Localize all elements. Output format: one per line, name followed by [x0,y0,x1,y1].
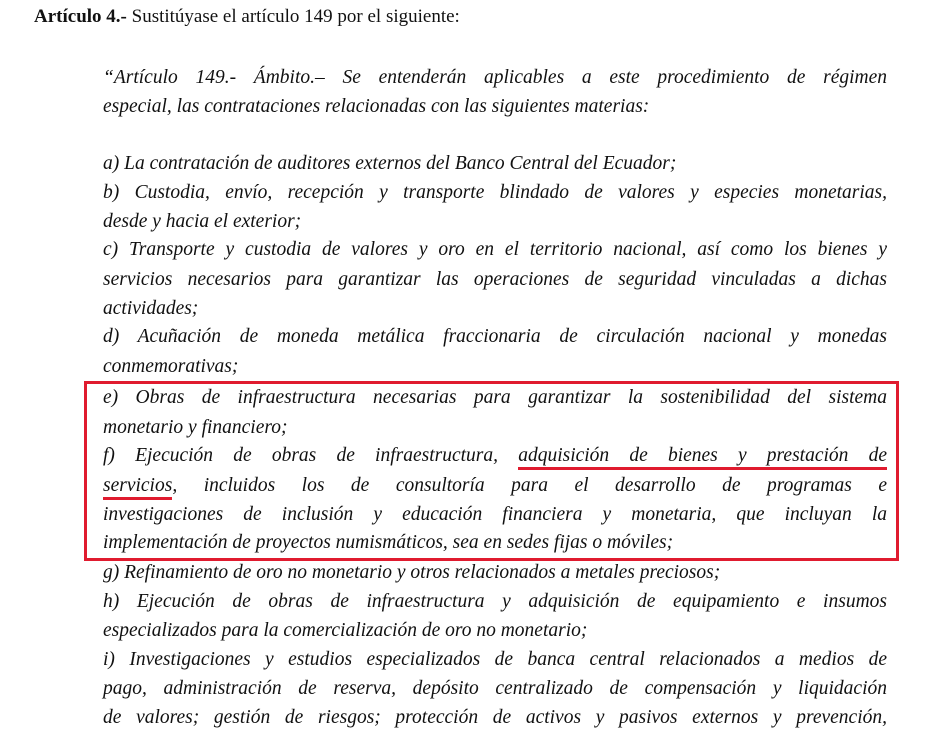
text-line: investigaciones de inclusión y educación financiera y monetaria, que incluyan la [103,504,887,525]
text-segment: , incluidos los de consultoría para el desarrollo de programas e [172,475,887,496]
list-item-b: b) Custodia, envío, recepción y transporte blindado de valores y especies monetarias, [103,182,887,203]
text-line: de valores; gestión de riesgos; protección de activos y pasivos externos y prevención, [103,707,887,728]
list-item-i: i) Investigaciones y estudios especializados de banca central relacionados a medios de [103,649,887,670]
text-segment: f) Ejecución de obras de infraestructura, [103,445,519,466]
text-line [103,474,887,498]
list-item-f [103,444,887,468]
underlined-text: adquisición de bienes y prestación de [518,445,887,470]
text-line: pago, administración de reserva, depósito centralizado de compensación y liquidación [103,678,887,699]
text-line: actividades; [103,298,199,319]
list-item-c: c) Transporte y custodia de valores y oro en el territorio nacional, así como los bienes y [103,239,887,260]
underlined-text: servicios [103,475,172,500]
list-item-a: a) La contratación de auditores externos del Banco Central del Ecuador; [103,153,677,174]
text-line: monetario y financiero; [103,417,288,438]
text-line: desde y hacia el exterior; [103,211,302,232]
text-line: “Artículo 149.- Ámbito.– Se entenderán aplicables a este procedimiento de régimen [103,67,887,88]
text-line: servicios necesarios para garantizar las operaciones de seguridad vinculadas a dichas [103,269,887,290]
text-line: especial, las contrataciones relacionadas con las siguientes materias: [103,96,650,117]
list-item-g: g) Refinamiento de oro no monetario y otros relacionados a metales preciosos; [103,562,721,583]
text-line: conmemorativas; [103,356,239,377]
article-heading [34,6,460,28]
list-item-e: e) Obras de infraestructura necesarias para garantizar la sostenibilidad del sistema [103,387,887,408]
text-line: implementación de proyectos numismáticos, sea en sedes fijas o móviles; [103,532,674,553]
article-heading-text: Sustitúyase el artículo 149 por el siguiente: [126,6,460,27]
list-item-d: d) Acuñación de moneda metálica fraccionaria de circulación nacional y monedas [103,326,887,347]
list-item-h: h) Ejecución de obras de infraestructura y adquisición de equipamiento e insumos [103,591,887,612]
text-line: especializados para la comercialización de oro no monetario; [103,620,588,641]
article-heading-label: Artículo 4.- [34,6,127,27]
